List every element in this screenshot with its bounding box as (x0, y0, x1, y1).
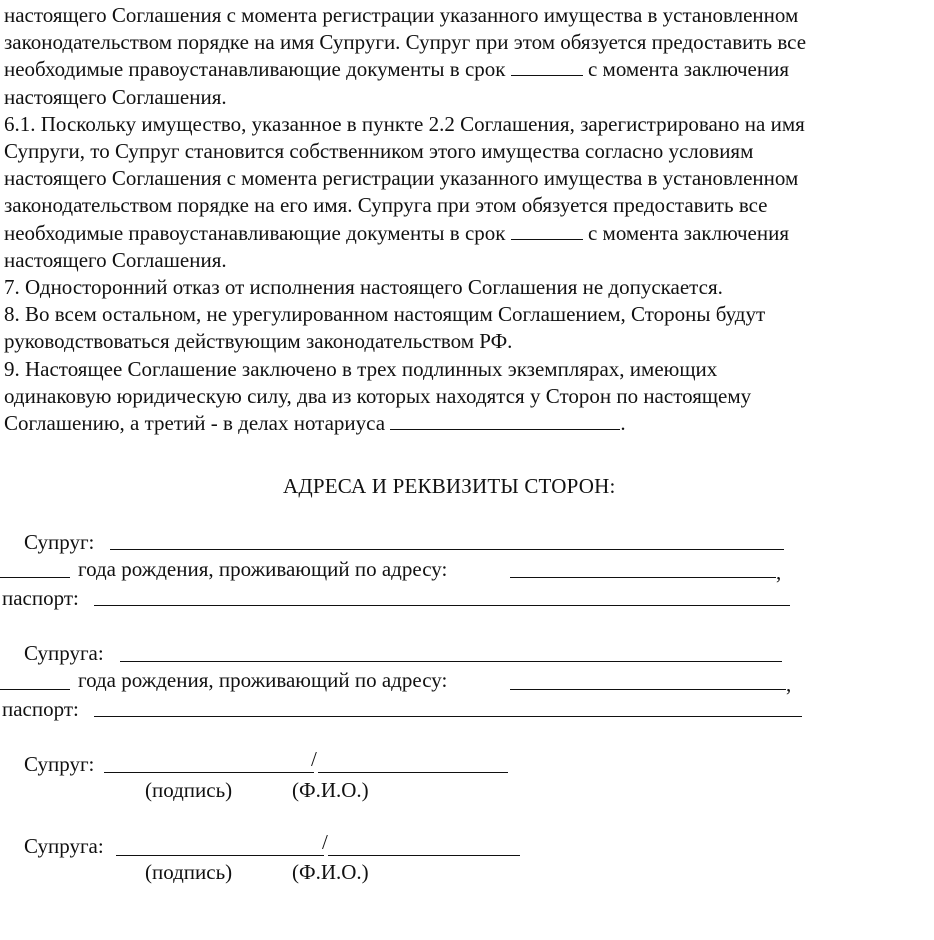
text-fragment: необходимые правоустанавливающие документы в срок (4, 220, 511, 245)
husband-fio-line (318, 772, 508, 773)
fio-caption: (Ф.И.О.) (292, 860, 369, 884)
fio-caption: (Ф.И.О.) (292, 778, 369, 802)
term-blank (511, 238, 583, 240)
text-line: настоящего Соглашения с момента регистрации указанного имущества в установленном (4, 166, 799, 191)
husband-passport-label: паспорт: (2, 586, 79, 610)
text-line: 8. Во всем остальном, не урегулированном настоящим Соглашением, Стороны будут (4, 302, 766, 327)
husband-passport-line (94, 605, 790, 606)
wife-passport-label: паспорт: (2, 697, 79, 721)
text-line: руководствоваться действующим законодательством РФ. (4, 329, 513, 354)
notary-blank (390, 428, 620, 430)
wife-signature-line (116, 855, 324, 856)
wife-birth-year-line (0, 689, 70, 690)
text-line (4, 410, 930, 437)
slash: / (311, 747, 317, 771)
wife-signature-label: Супруга: (24, 834, 104, 858)
text-fragment: с момента заключения (582, 220, 789, 245)
text-line: Супруги, то Супруг становится собственником этого имущества согласно условиям (4, 139, 754, 164)
husband-signature-line (104, 772, 314, 773)
text-line (4, 56, 930, 83)
comma: , (776, 560, 782, 584)
section-title: АДРЕСА И РЕКВИЗИТЫ СТОРОН: (283, 474, 616, 498)
text-fragment: необходимые правоустанавливающие документы в срок (4, 57, 511, 82)
husband-name-line (110, 549, 784, 550)
text-line (4, 220, 930, 247)
slash: / (322, 830, 328, 854)
text-fragment: с момента заключения (582, 57, 789, 82)
comma: , (786, 672, 792, 696)
wife-fio-line (328, 855, 520, 856)
husband-address-line (510, 577, 776, 578)
signature-caption: (подпись) (145, 860, 233, 884)
husband-birth-year-line (0, 577, 70, 578)
text-line: настоящего Соглашения с момента регистрации указанного имущества в установленном (4, 3, 799, 27)
husband-signature-label: Супруг: (24, 752, 95, 776)
wife-label: Супруга: (24, 641, 104, 665)
text-line: 9. Настоящее Соглашение заключено в трех подлинных экземплярах, имеющих (4, 356, 718, 381)
text-line: настоящего Соглашения. (4, 247, 227, 272)
wife-birth-address-label: года рождения, проживающий по адресу: (78, 668, 448, 692)
agreement-text (4, 2, 930, 437)
husband-label: Супруг: (24, 530, 95, 554)
wife-address-line (510, 689, 786, 690)
text-line: законодательством порядке на его имя. Супруга при этом обязуется предоставить все (4, 193, 768, 218)
text-fragment: . (620, 411, 626, 436)
term-blank (511, 74, 583, 76)
signature-caption: (подпись) (145, 778, 233, 802)
text-fragment: Соглашению, а третий - в делах нотариуса (4, 411, 391, 436)
husband-birth-address-label: года рождения, проживающий по адресу: (78, 557, 448, 581)
text-line: одинаковую юридическую силу, два из которых находятся у Сторон по настоящему (4, 383, 752, 408)
text-line: 6.1. Поскольку имущество, указанное в пункте 2.2 Соглашения, зарегистрировано на имя (4, 111, 805, 136)
text-line: настоящего Соглашения. (4, 84, 227, 109)
wife-passport-line (94, 716, 802, 717)
text-line: законодательством порядке на имя Супруги. Супруг при этом обязуется предоставить все (4, 30, 807, 55)
wife-name-line (120, 661, 782, 662)
text-line: 7. Односторонний отказ от исполнения настоящего Соглашения не допускается. (4, 275, 723, 300)
